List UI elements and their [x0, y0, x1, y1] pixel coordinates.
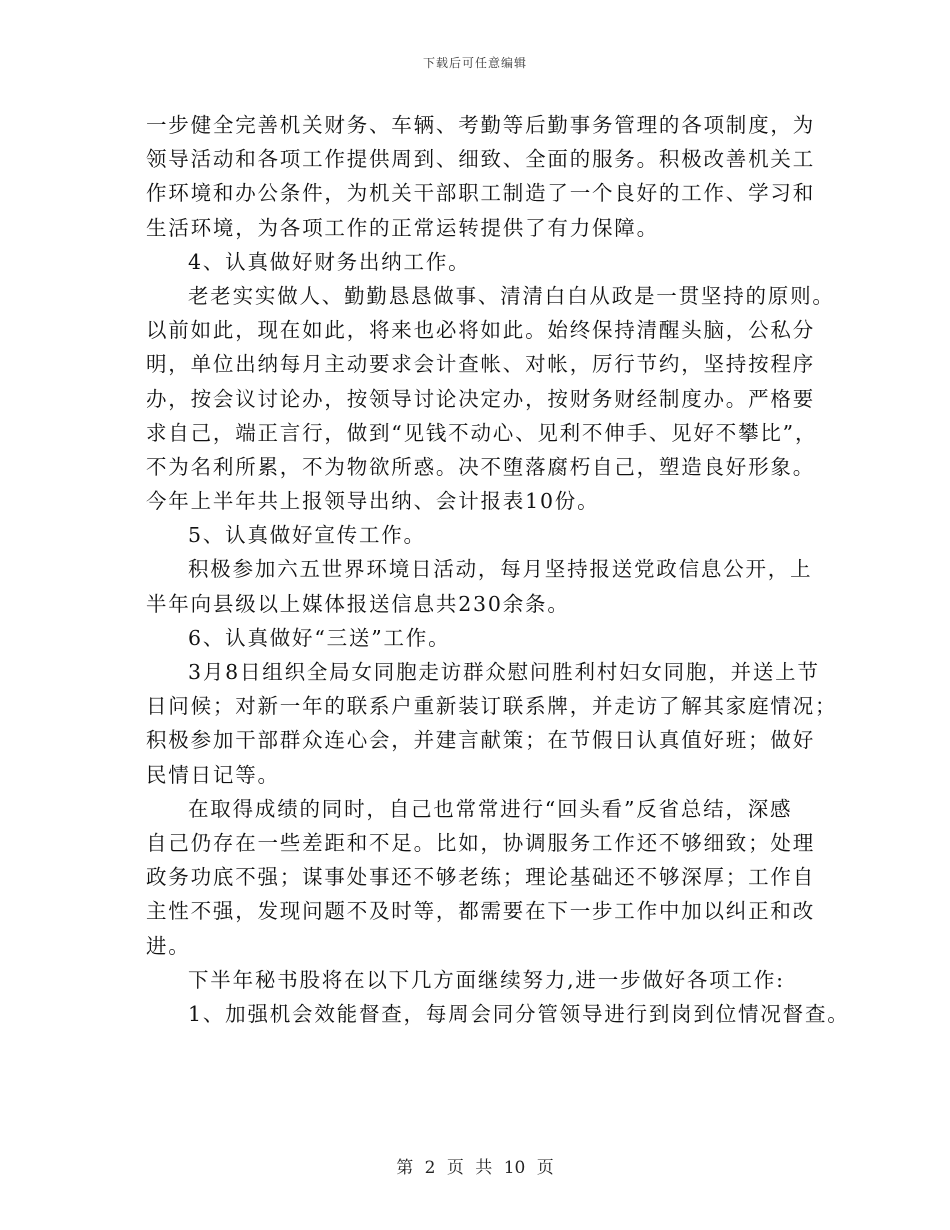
text-line: 6、认真做好“三送”工作。: [188, 625, 451, 650]
text-line: 明，单位出纳每月主动要求会计查帐、对帐，厉行节约，坚持按程序: [146, 352, 815, 377]
text-line: 今年上半年共上报领导出纳、会计报表10份。: [146, 489, 600, 514]
text-line: 积极参加六五世界环境日活动，每月坚持报送党政信息公开，上: [188, 557, 813, 582]
text-line: 老老实实做人、勤勤恳恳做事、清清白白从政是一贯坚持的原则。: [188, 283, 835, 308]
text-line: 生活环境，为各项工作的正常运转提供了有力保障。: [146, 215, 659, 240]
text-line: 不为名利所累，不为物欲所惑。决不堕落腐朽自己，塑造良好形象。: [146, 454, 815, 479]
text-line: 领导活动和各项工作提供周到、细致、全面的服务。积极改善机关工: [146, 147, 815, 172]
text-line: 自己仍存在一些差距和不足。比如，协调服务工作还不够细致；处理: [146, 830, 815, 855]
text-line: 主性不强，发现问题不及时等，都需要在下一步工作中加以纠正和改: [146, 899, 815, 924]
text-line: 5、认真做好宣传工作。: [188, 523, 426, 548]
text-line: 进。: [146, 933, 191, 958]
page-header: 下载后可任意编辑: [422, 56, 527, 70]
text-line: 3月8日组织全局女同胞走访群众慰问胜利村妇女同胞，并送上节: [188, 660, 820, 684]
text-line: 半年向县级以上媒体报送信息共230余条。: [146, 591, 570, 616]
text-line: 日问候；对新一年的联系户重新装订联系牌，并走访了解其家庭情况；: [146, 694, 838, 719]
page-number-footer: 第 2 页 共 10 页: [396, 1158, 554, 1178]
document-body: [146, 108, 850, 1031]
text-line: 在取得成绩的同时，自己也常常进行“回头看”反省总结，深感: [188, 796, 793, 821]
text-line: 作环境和办公条件，为机关干部职工制造了一个良好的工作、学习和: [146, 181, 815, 206]
text-line: 1、加强机会效能督查，每周会同分管领导进行到岗到位情况督查。: [188, 1001, 850, 1026]
text-line: 积极参加干部群众连心会，并建言献策；在节假日认真值好班；做好: [146, 728, 815, 753]
text-line: 下半年秘书股将在以下几方面继续努力,进一步做好各项工作:: [188, 967, 785, 992]
text-line: 民情日记等。: [146, 762, 280, 787]
text-line: 以前如此，现在如此，将来也必将如此。始终保持清醒头脑，公私分: [146, 318, 815, 343]
text-line: 办，按会议讨论办，按领导讨论决定办，按财务财经制度办。严格要: [146, 386, 815, 411]
text-line: 求自己，端正言行，做到“见钱不动心、见利不伸手、见好不攀比”，: [146, 420, 818, 445]
text-line: 4、认真做好财务出纳工作。: [188, 249, 471, 274]
text-line: 一步健全完善机关财务、车辆、考勤等后勤事务管理的各项制度，为: [146, 113, 815, 137]
text-line: 政务功底不强；谋事处事还不够老练；理论基础还不够深厚；工作自: [146, 865, 815, 890]
